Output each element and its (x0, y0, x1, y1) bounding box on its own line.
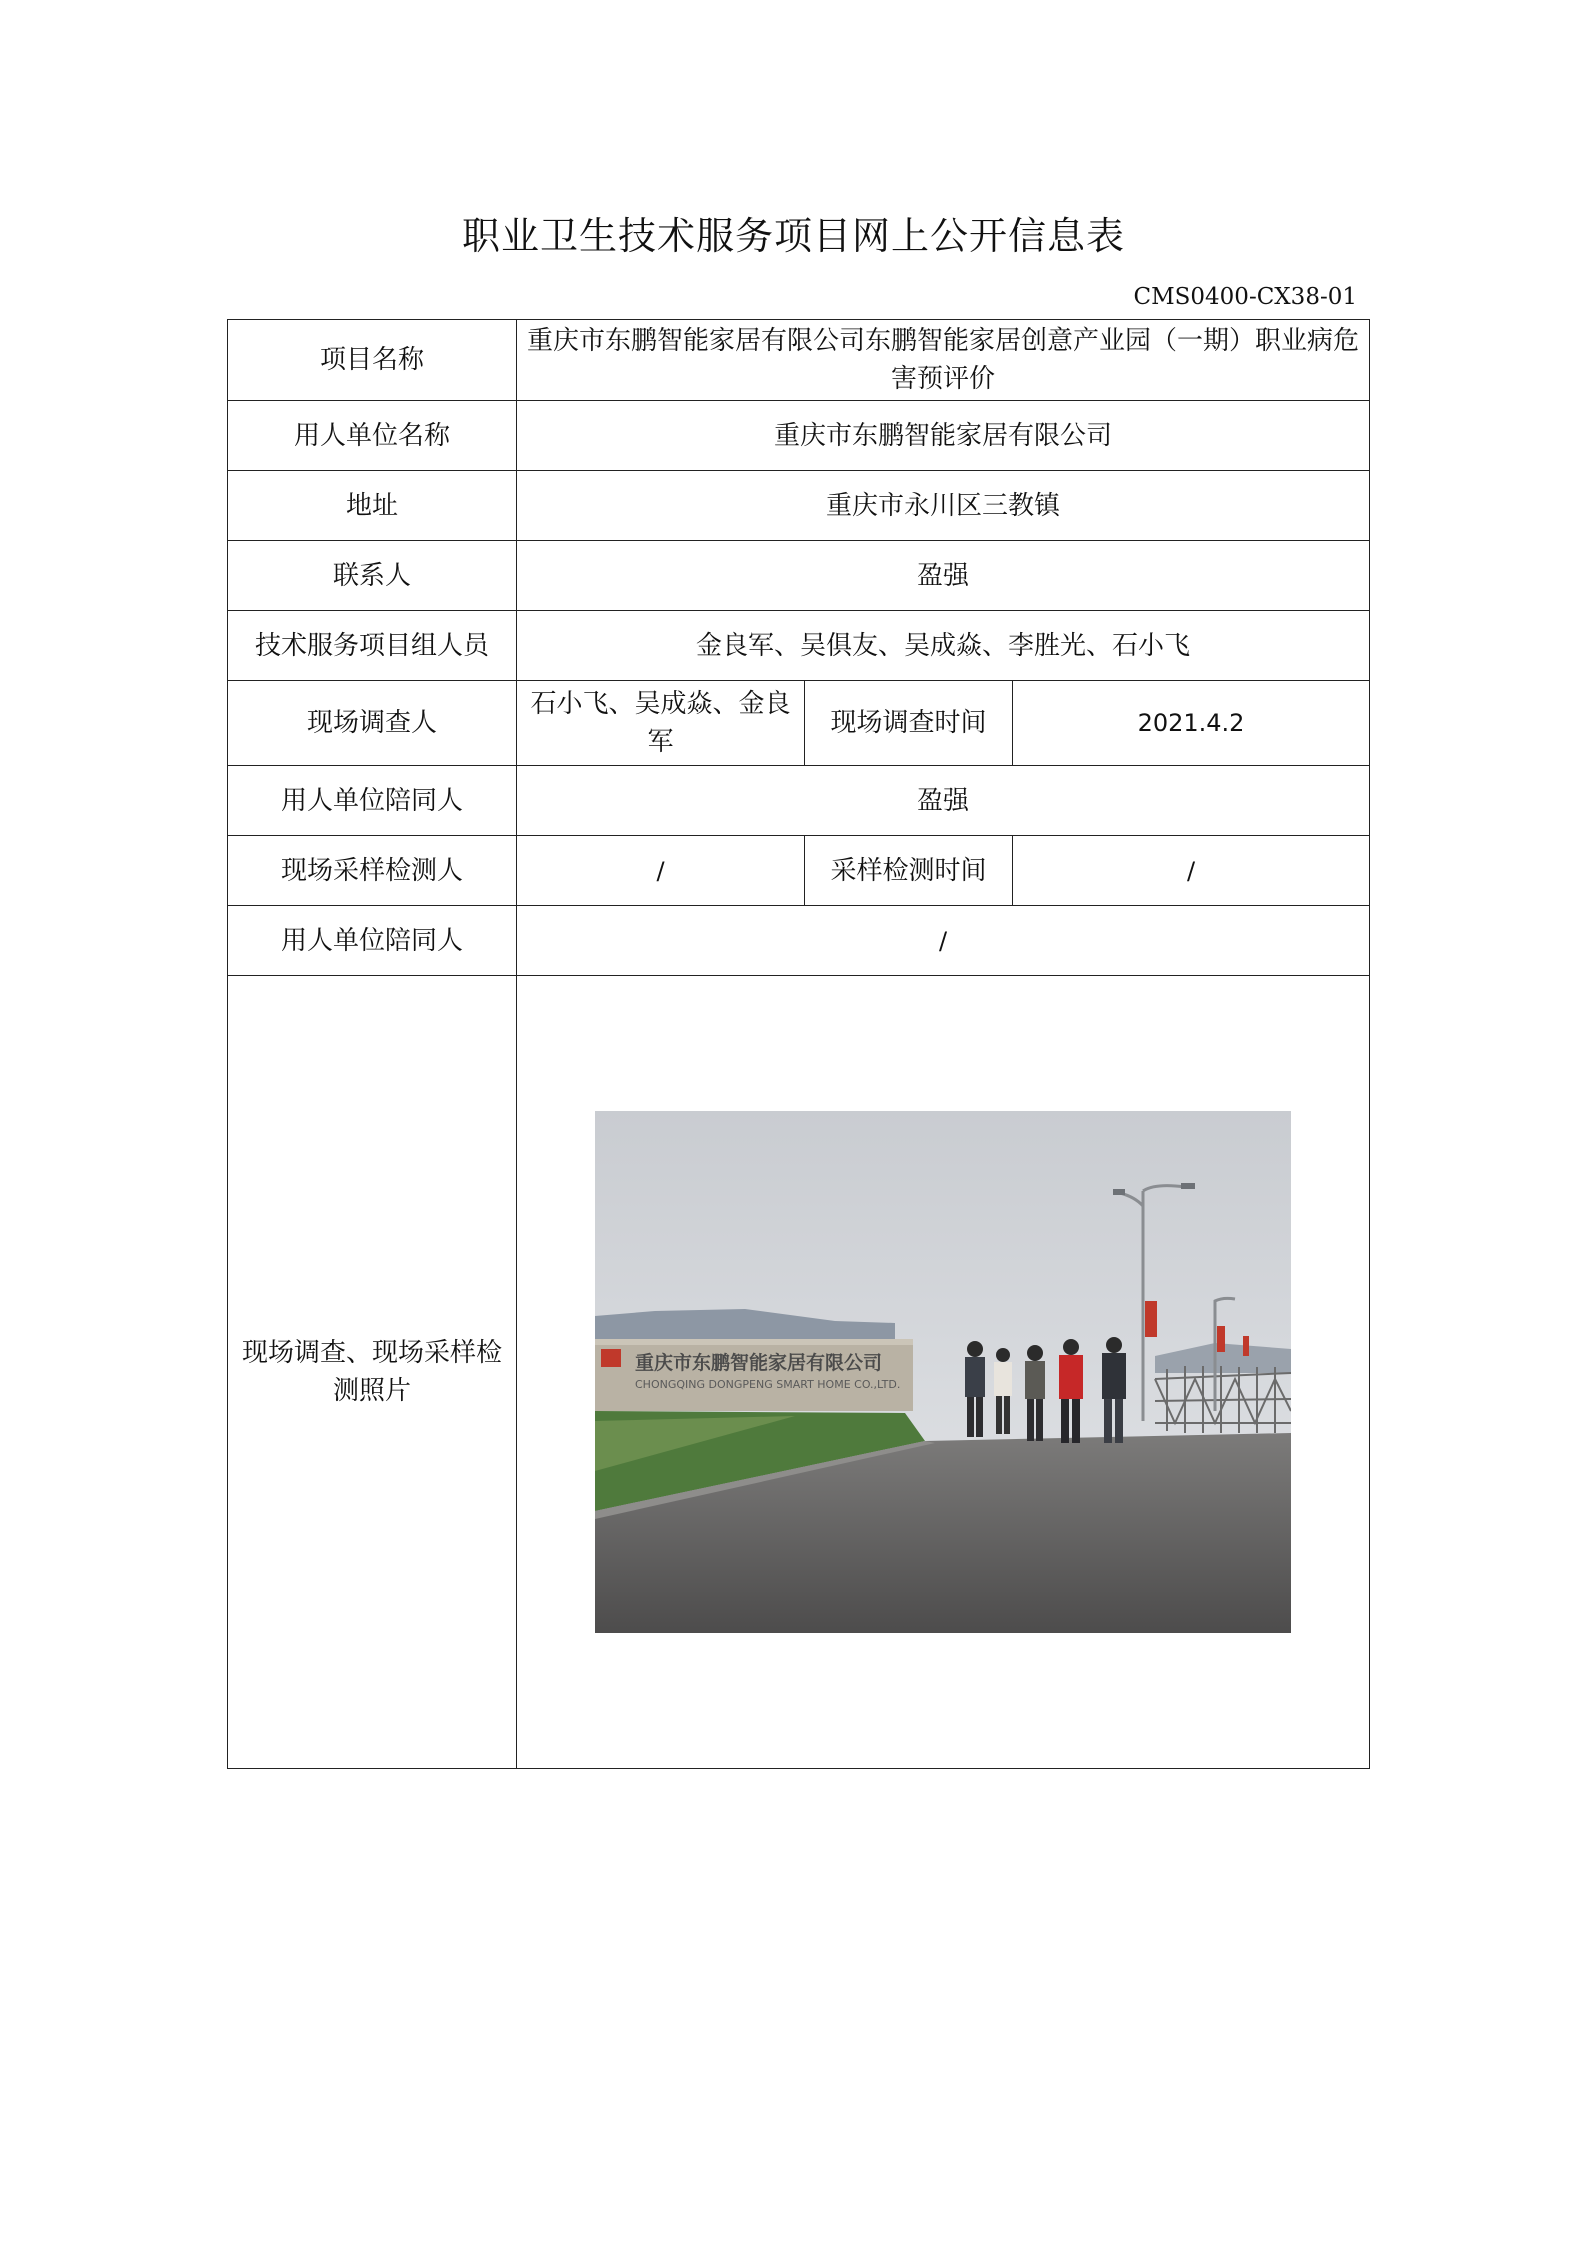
document-code: CMS0400-CX38-01 (1133, 284, 1357, 310)
sign-chinese-text: 重庆市东鹏智能家居有限公司 (635, 1352, 883, 1374)
row-escort-1 (228, 766, 1370, 836)
row-project-name (228, 320, 1370, 401)
row-address (228, 471, 1370, 541)
escort-label-1: 用人单位陪同人 (228, 766, 517, 836)
row-survey (228, 681, 1370, 766)
sampling-person-value: / (517, 836, 805, 906)
sampling-person-label: 现场采样检测人 (228, 836, 517, 906)
row-employer (228, 401, 1370, 471)
row-team (228, 611, 1370, 681)
photo-label: 现场调查、现场采样检测照片 (228, 976, 517, 1769)
escort-value-1: 盈强 (517, 766, 1370, 836)
survey-person-label: 现场调查人 (228, 681, 517, 766)
escort-value-2: / (517, 906, 1370, 976)
team-label: 技术服务项目组人员 (228, 611, 517, 681)
site-photo (595, 1111, 1291, 1633)
contact-value: 盈强 (517, 541, 1370, 611)
address-value: 重庆市永川区三教镇 (517, 471, 1370, 541)
row-photo (228, 976, 1370, 1769)
contact-label: 联系人 (228, 541, 517, 611)
team-value: 金良军、吴俱友、吴成焱、李胜光、石小飞 (517, 611, 1370, 681)
photo-wrapper (517, 1111, 1369, 1633)
photo-cell (517, 976, 1370, 1769)
sampling-time-value: / (1013, 836, 1370, 906)
project-name-value: 重庆市东鹏智能家居有限公司东鹏智能家居创意产业园（一期）职业病危害预评价 (517, 320, 1370, 401)
sampling-time-label: 采样检测时间 (805, 836, 1013, 906)
page-title: 职业卫生技术服务项目网上公开信息表 (461, 214, 1125, 258)
survey-time-value: 2021.4.2 (1013, 681, 1370, 766)
survey-time-label: 现场调查时间 (805, 681, 1013, 766)
employer-label: 用人单位名称 (228, 401, 517, 471)
row-escort-2 (228, 906, 1370, 976)
row-contact (228, 541, 1370, 611)
escort-label-2: 用人单位陪同人 (228, 906, 517, 976)
address-label: 地址 (228, 471, 517, 541)
project-name-label: 项目名称 (228, 320, 517, 401)
row-sampling (228, 836, 1370, 906)
sign-english-text: CHONGQING DONGPENG SMART HOME CO.,LTD. (635, 1378, 901, 1391)
survey-person-value: 石小飞、吴成焱、金良军 (517, 681, 805, 766)
employer-value: 重庆市东鹏智能家居有限公司 (517, 401, 1370, 471)
info-table (227, 319, 1370, 1769)
